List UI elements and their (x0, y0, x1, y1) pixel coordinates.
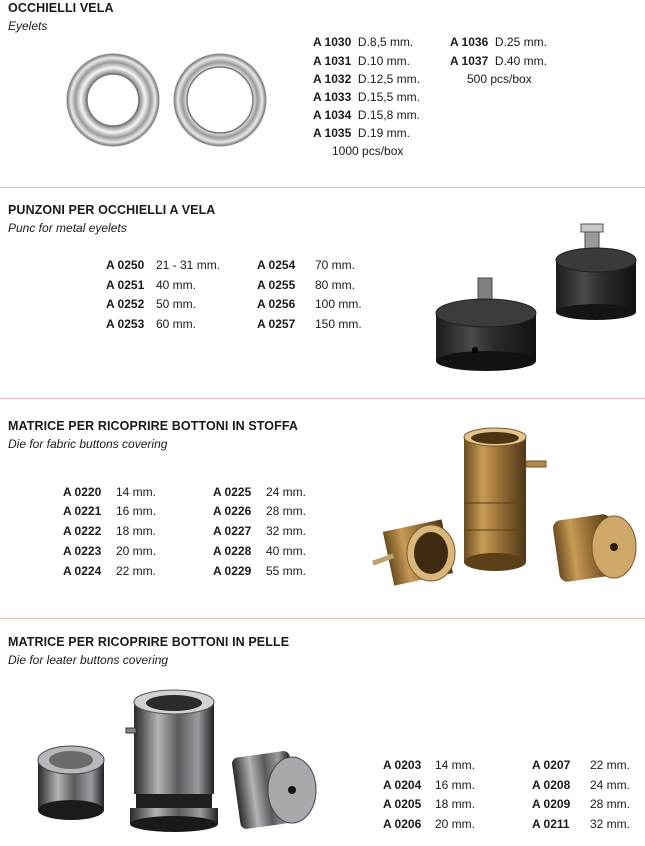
table-row: A 0227 32 mm. (213, 524, 307, 538)
table-row: A 0251 40 mm. (106, 278, 197, 292)
section-title-punches: PUNZONI PER OCCHIELLI A VELA (8, 203, 216, 217)
table-row: A 0211 32 mm. (532, 817, 631, 831)
table-row: A 1036 D.25 mm. (450, 35, 547, 49)
table-row: A 0205 18 mm. (383, 797, 476, 811)
table-row: A 0220 14 mm. (63, 485, 157, 499)
table-row: A 1031 D.10 mm. (313, 54, 410, 68)
section-subtitle-leather-dies: Die for leater buttons covering (8, 653, 169, 667)
section-divider (0, 618, 645, 619)
table-row: A 0226 28 mm. (213, 504, 307, 518)
table-row: A 0224 22 mm. (63, 564, 157, 578)
table-row: A 1034 D.15,8 mm. (313, 108, 420, 122)
table-row: A 1035 D.19 mm. (313, 126, 410, 140)
table-row: A 0208 24 mm. (532, 778, 631, 792)
section-divider (0, 187, 645, 188)
table-row: A 0204 16 mm. (383, 778, 476, 792)
table-row: A 0257 150 mm. (257, 317, 362, 331)
section-subtitle-fabric-dies: Die for fabric buttons covering (8, 437, 168, 451)
table-row: A 1030 D.8,5 mm. (313, 35, 414, 49)
section-title-fabric-dies: MATRICE PER RICOPRIRE BOTTONI IN STOFFA (8, 419, 299, 433)
table-row: A 0221 16 mm. (63, 504, 157, 518)
section-divider (0, 398, 645, 399)
table-row: A 0222 18 mm. (63, 524, 157, 538)
table-row: A 1037 D.40 mm. (450, 54, 547, 68)
table-row: A 1032 D.12,5 mm. (313, 72, 420, 86)
table-row: A 0250 21 - 31 mm. (106, 258, 221, 272)
table-row: A 0255 80 mm. (257, 278, 356, 292)
table-row: A 1033 D.15,5 mm. (313, 90, 420, 104)
table-row: A 0223 20 mm. (63, 544, 157, 558)
table-row: A 0203 14 mm. (383, 758, 476, 772)
table-row: A 0225 24 mm. (213, 485, 307, 499)
table-row: A 0209 28 mm. (532, 797, 631, 811)
eyelets-image (60, 50, 275, 150)
fabric-button-die-image (368, 425, 643, 605)
table-row: A 0207 22 mm. (532, 758, 631, 772)
section-title-leather-dies: MATRICE PER RICOPRIRE BOTTONI IN PELLE (8, 635, 290, 649)
pack-note: 500 pcs/box (467, 72, 532, 86)
leather-button-die-image (30, 688, 330, 838)
table-row: A 0253 60 mm. (106, 317, 197, 331)
section-subtitle-eyelets: Eyelets (8, 19, 48, 33)
section-title-eyelets: OCCHIELLI VELA (8, 1, 114, 15)
table-row: A 0254 70 mm. (257, 258, 356, 272)
table-row: A 0228 40 mm. (213, 544, 307, 558)
table-row: A 0252 50 mm. (106, 297, 197, 311)
pack-note: 1000 pcs/box (332, 144, 404, 158)
table-row: A 0229 55 mm. (213, 564, 307, 578)
table-row: A 0256 100 mm. (257, 297, 362, 311)
table-row: A 0206 20 mm. (383, 817, 476, 831)
section-subtitle-punches: Punc for metal eyelets (8, 221, 127, 235)
eyelet-punch-image (430, 218, 645, 378)
